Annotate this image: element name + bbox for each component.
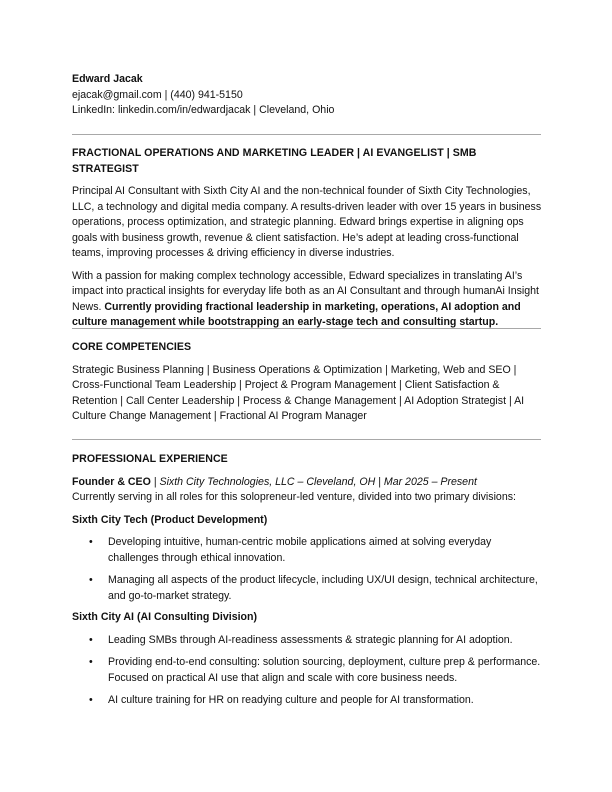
bullet-icon: • bbox=[89, 694, 93, 706]
job-description: Currently serving in all roles for this solopreneur-led venture, divided into two primary divisions: bbox=[72, 491, 516, 503]
list-item-text: Managing all aspects of the product lifecycle, including UX/UI design, technical architecture, and go-to-market strategy. bbox=[108, 574, 538, 602]
list-item-text: Leading SMBs through AI-readiness assessments & strategic planning for AI adoption. bbox=[108, 633, 513, 646]
job-title: Founder & CEO bbox=[72, 475, 151, 488]
bullet-icon: • bbox=[89, 633, 93, 646]
competencies-section bbox=[72, 340, 542, 425]
list-item bbox=[72, 633, 542, 649]
division-heading: Sixth City AI (AI Consulting Division) bbox=[72, 611, 257, 623]
bullet-icon: • bbox=[89, 574, 93, 586]
summary-paragraph-2-bold: Currently providing fractional leadership in marketing, operations, AI adoption and culture management while bootstrapping an early-stage tech and consulting startup. bbox=[72, 300, 521, 328]
job-separator: | bbox=[150, 475, 160, 488]
summary-title: FRACTIONAL OPERATIONS AND MARKETING LEADER | AI EVANGELIST | SMB STRATEGIST bbox=[72, 147, 477, 175]
summary-paragraph-2 bbox=[72, 269, 542, 331]
resume-header bbox=[72, 72, 542, 119]
list-item bbox=[72, 693, 542, 709]
list-item-text: AI culture training for HR on readying culture and people for AI transformation. bbox=[108, 694, 474, 706]
division-bullet-list bbox=[72, 633, 542, 709]
contact-linkedin-location: LinkedIn: linkedin.com/in/edwardjacak | Cleveland, Ohio bbox=[72, 104, 335, 116]
job-company-location-dates: Sixth City Technologies, LLC – Cleveland, OH | Mar 2025 – Present bbox=[159, 475, 477, 488]
competencies-list: Strategic Business Planning | Business Operations & Optimization | Marketing, Web and SEO | Cross-Functional Team Leadership | Project & Program Management | Client Satisfaction & Retention | Call Center Leadership | Process & Change Management | AI Adoption Strategist | AI Culture Change Management | Fractional AI Program Manager bbox=[72, 363, 525, 422]
division-bullet-list bbox=[72, 535, 542, 604]
bullet-icon: • bbox=[89, 536, 93, 548]
competencies-heading: CORE COMPETENCIES bbox=[72, 341, 192, 353]
section-divider bbox=[72, 134, 541, 135]
division-heading: Sixth City Tech (Product Development) bbox=[72, 513, 268, 526]
summary-paragraph-1: Principal AI Consultant with Sixth City AI and the non-technical founder of Sixth City Technologies, LLC, a technology and digital media company. A results-driven leader with over 15 years in business operations, process optimization, and strategic planning. Edward brings expertise in aligning ops goals with business growth, revenue & client satisfaction. He’s adept at leading cross-functional teams, improving processes & driving efficiency in diverse industries. bbox=[72, 185, 542, 259]
section-divider bbox=[72, 439, 541, 440]
experience-heading: PROFESSIONAL EXPERIENCE bbox=[72, 453, 228, 465]
experience-section bbox=[72, 452, 542, 709]
list-item bbox=[72, 655, 542, 686]
job-header bbox=[72, 475, 542, 491]
summary-section bbox=[72, 146, 542, 331]
candidate-name: Edward Jacak bbox=[72, 73, 143, 85]
section-divider bbox=[72, 328, 541, 329]
contact-email-phone: ejacak@gmail.com | (440) 941-5150 bbox=[72, 88, 243, 101]
list-item bbox=[72, 535, 542, 566]
list-item-text: Providing end-to-end consulting: solution sourcing, deployment, culture prep & performance. Focused on practical AI use that align and scale with core business needs. bbox=[108, 656, 541, 684]
summary-paragraph-2-regular: With a passion for making complex technology accessible, Edward specializes in translating AI’s impact into practical insights for everyday life both as an AI Consultant and through humanAi Insight News. bbox=[72, 269, 539, 313]
list-item bbox=[72, 573, 542, 604]
bullet-icon: • bbox=[89, 656, 93, 668]
job-entry bbox=[72, 475, 542, 709]
list-item-text: Developing intuitive, human-centric mobile applications aimed at solving everyday challenges through ethical innovation. bbox=[108, 536, 492, 564]
